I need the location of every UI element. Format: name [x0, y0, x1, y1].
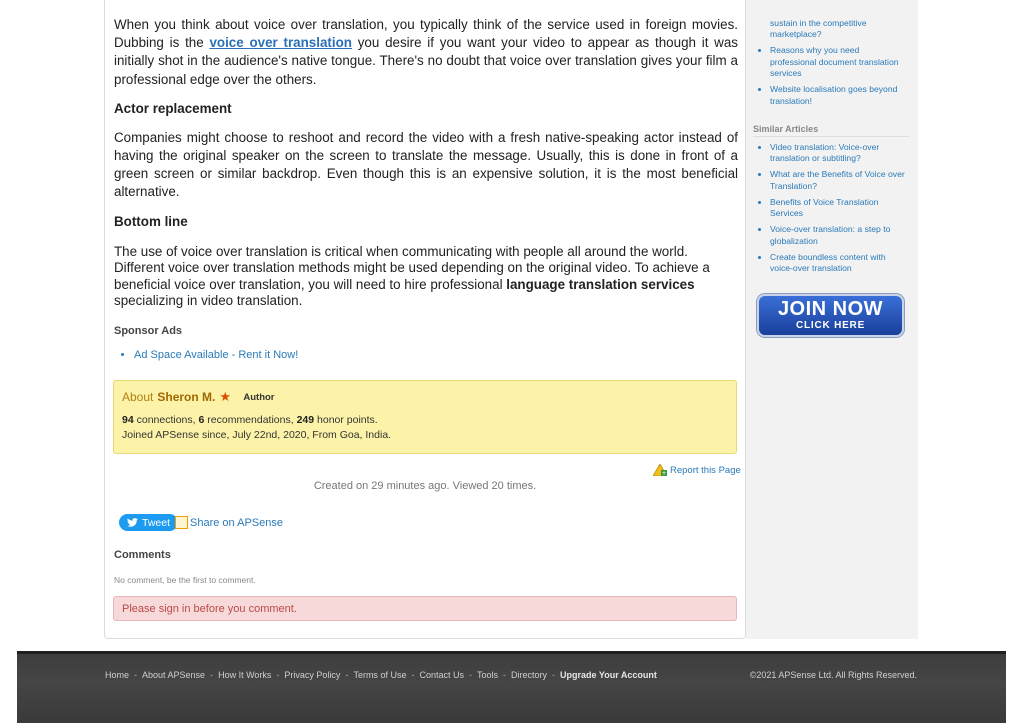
sponsor-ads-title: Sponsor Ads	[114, 325, 183, 337]
created-info: Created on 29 minutes ago. Viewed 20 times.	[313, 480, 537, 492]
separator: -	[276, 670, 280, 680]
star-icon: ★	[219, 389, 232, 404]
footer-link-tools[interactable]: Tools	[476, 670, 498, 680]
join-now-button[interactable]	[757, 294, 904, 337]
author-name-link[interactable]: Sheron M.	[157, 390, 216, 404]
share-apsense-link[interactable]: Share on APSense	[190, 516, 283, 529]
paragraph-text: The use of voice over translation is critical when communicating with people all around the world. Different voice over translation methods might be used depending on the original video. To achieve a beneficial voice over translation, you will need to hire professional	[114, 243, 710, 292]
sidebar	[746, 0, 918, 639]
footer-link-upgrade[interactable]: Upgrade Your Account	[560, 670, 657, 680]
separator: -	[503, 670, 506, 680]
similar-item[interactable]	[770, 197, 908, 220]
heading-bottom-line: Bottom line	[114, 213, 188, 229]
similar-link[interactable]: Create boundless content with voice-over translation	[770, 251, 886, 274]
footer-link-home[interactable]: Home	[105, 670, 130, 680]
recommendations-count: 6	[198, 414, 205, 426]
related-link[interactable]: sustain in the competitive marketplace?	[770, 18, 867, 40]
similar-item[interactable]	[770, 169, 908, 192]
report-label[interactable]: Report this Page	[670, 464, 741, 476]
similar-item[interactable]	[770, 142, 908, 165]
svg-text:+: +	[661, 470, 667, 476]
paragraph-text: specializing in video translation.	[114, 293, 303, 309]
recommendations-label: recommendations,	[207, 414, 294, 426]
related-link[interactable]: Website localisation goes beyond translation!	[770, 84, 898, 106]
article-card	[104, 0, 746, 639]
footer-link-privacy[interactable]: Privacy Policy	[284, 670, 341, 680]
signin-notice	[113, 596, 737, 621]
about-label: About	[122, 390, 154, 404]
tweet-button[interactable]	[119, 514, 178, 531]
connections-count: 94	[122, 414, 134, 426]
related-item[interactable]	[770, 84, 908, 107]
paragraph-bottom-line	[114, 244, 730, 310]
footer-link-terms[interactable]: Terms of Use	[353, 670, 407, 680]
connections-label: connections,	[136, 414, 196, 426]
honor-points-count: 249	[296, 414, 315, 426]
bold-phrase: language translation services	[506, 276, 695, 292]
similar-item[interactable]	[770, 224, 908, 247]
report-page-link[interactable]	[653, 464, 741, 476]
paragraph-text: When you think about voice over translation, you typically think of the service used in foreign movies. Dubbing is the	[114, 17, 738, 51]
comments-title: Comments	[114, 549, 171, 561]
warning-icon	[653, 464, 667, 476]
join-now-label[interactable]: JOIN NOW	[777, 298, 884, 320]
sponsor-list	[124, 349, 298, 361]
footer-link-about[interactable]: About APSense	[142, 670, 206, 680]
similar-link[interactable]: Video translation: Voice-over translation or subtitling?	[770, 142, 880, 164]
separator: -	[552, 670, 556, 680]
click-here-label[interactable]: CLICK HERE	[795, 320, 866, 331]
about-author-box	[113, 380, 737, 454]
sponsor-link[interactable]: Ad Space Available - Rent it Now!	[134, 349, 299, 361]
copyright-text: ©2021 APSense Ltd. All Rights Reserved.	[749, 670, 917, 680]
related-item[interactable]	[770, 18, 908, 41]
related-link[interactable]: Reasons why you need professional document translation services	[770, 45, 899, 79]
similar-item[interactable]	[770, 252, 908, 275]
similar-list	[760, 142, 908, 279]
footer-link-how-it-works[interactable]: How It Works	[218, 670, 272, 680]
similar-link[interactable]: Voice-over translation: a step to globalization	[770, 224, 891, 246]
paragraph-text: you desire if you want your video to appear as though it was initially shot in the audience's native tongue. There's no doubt that voice over translation gives your film a professional edge over the others.	[114, 35, 738, 87]
heading-actor-replacement: Actor replacement	[114, 100, 232, 116]
footer-link-contact[interactable]: Contact Us	[419, 670, 464, 680]
author-stats-line	[122, 413, 728, 428]
separator: -	[345, 670, 349, 680]
share-row	[119, 514, 283, 531]
author-tag: Author	[243, 391, 275, 403]
apsense-icon	[175, 516, 188, 529]
paragraph-dubbing	[114, 16, 738, 89]
no-comment-text: No comment, be the first to comment.	[114, 575, 256, 585]
article-body	[114, 16, 738, 310]
paragraph-actor: Companies might choose to reshoot and record the video with a fresh native-speaking actor instead of having the original speaker on the screen to translate the message. Usually, this is done in front of a green screen or similar backdrop. Even though this is an expensive solution, it is the most beneficial alternative.	[114, 129, 738, 200]
similar-articles-title: Similar Articles	[753, 124, 909, 137]
separator: -	[134, 670, 138, 680]
separator: -	[210, 670, 214, 680]
similar-link[interactable]: Benefits of Voice Translation Services	[770, 196, 879, 219]
twitter-bird-icon	[127, 518, 138, 527]
voice-over-translation-link[interactable]: voice over translation	[209, 35, 352, 51]
joined-info: Joined APSense since, July 22nd, 2020, From Goa, India.	[122, 429, 392, 441]
footer-links	[105, 670, 657, 680]
sponsor-item[interactable]	[134, 349, 298, 361]
separator: -	[411, 670, 415, 680]
footer	[17, 651, 1006, 723]
footer-link-directory[interactable]: Directory	[511, 670, 548, 680]
similar-link[interactable]: What are the Benefits of Voice over Translation?	[770, 169, 905, 191]
about-header	[122, 390, 728, 404]
honor-points-label: honor points.	[317, 414, 378, 426]
tweet-label[interactable]: Tweet	[142, 516, 171, 529]
separator: -	[468, 670, 472, 680]
signin-text[interactable]: Please sign in before you comment.	[122, 603, 297, 615]
author-stats	[122, 413, 728, 443]
related-item[interactable]	[770, 45, 908, 79]
related-list	[760, 18, 908, 112]
